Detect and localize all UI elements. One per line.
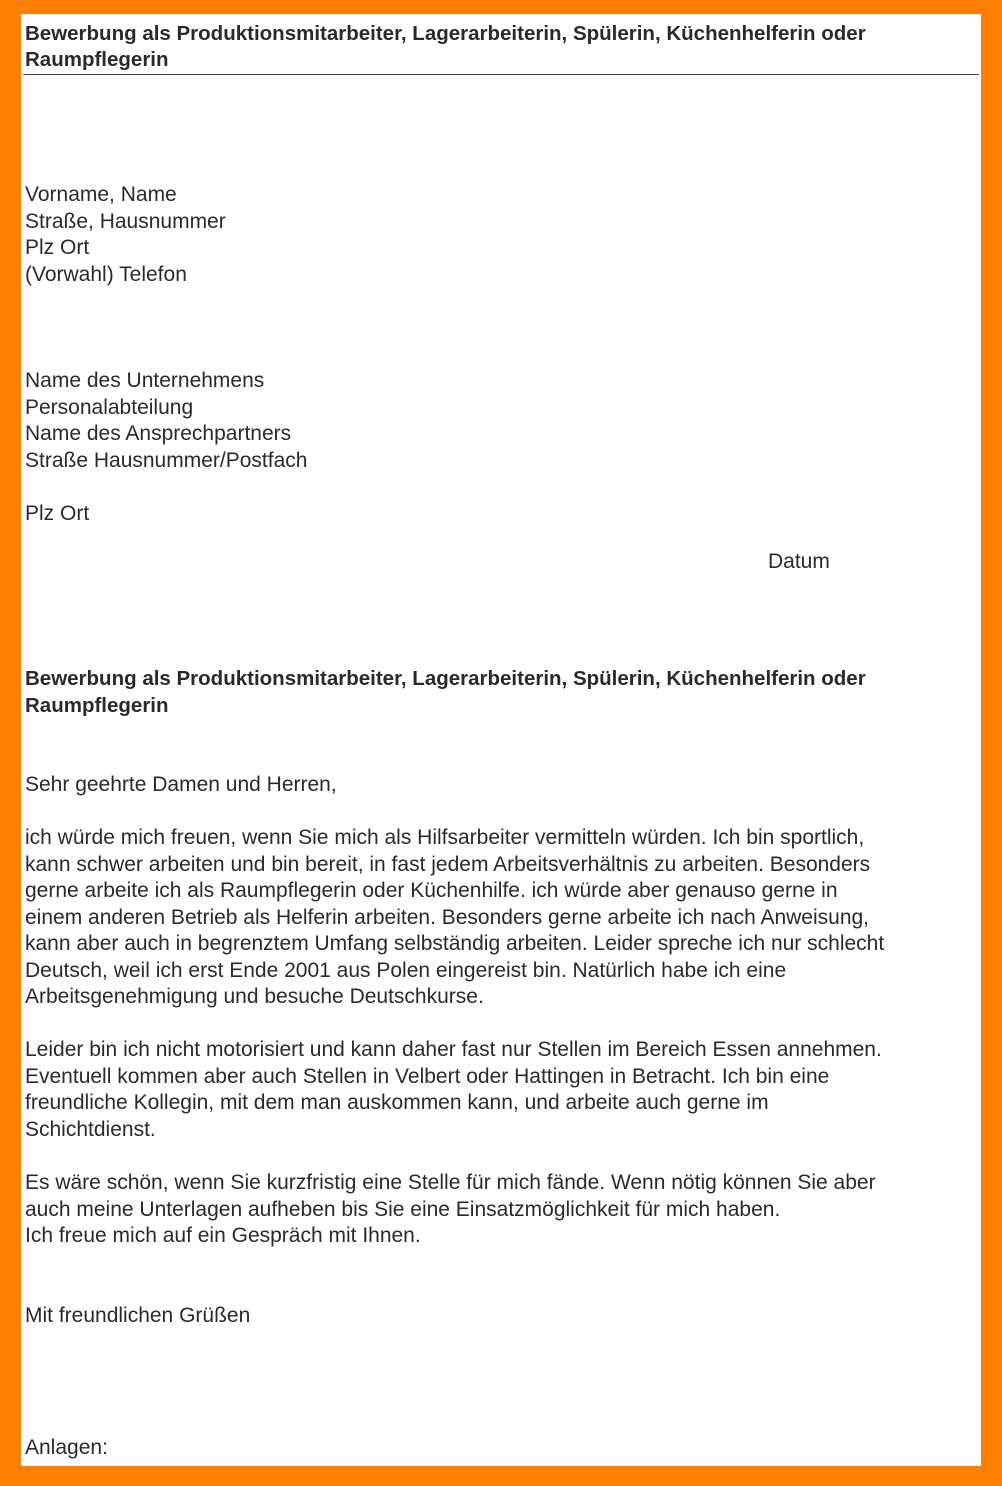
paragraph-line: Schichtdienst.	[25, 1117, 156, 1141]
subject-line2: Raumpflegerin	[25, 693, 169, 717]
sender-name: Vorname, Name	[25, 183, 177, 206]
paragraph-line: Ich freue mich auf ein Gespräch mit Ihnen.	[25, 1224, 421, 1247]
sender-street: Straße, Hausnummer	[25, 209, 226, 233]
paragraph-line: ich würde mich freuen, wenn Sie mich als Hilfsarbeiter vermitteln würden. Ich bin sportlich,	[25, 826, 865, 849]
paragraph-line: kann aber auch in begrenztem Umfang selbständig arbeiten. Leider spreche ich nur schlecht	[25, 932, 885, 955]
attachments-label: Anlagen:	[25, 1436, 108, 1459]
paragraph-line: auch meine Unterlagen aufheben bis Sie eine Einsatzmöglichkeit für mich haben.	[25, 1197, 781, 1221]
sender-phone: (Vorwahl) Telefon	[25, 262, 187, 286]
body-paragraph-3	[25, 1170, 876, 1250]
paragraph-line: Es wäre schön, wenn Sie kurzfristig eine Stelle für mich fände. Wenn nötig können Sie aber	[25, 1171, 876, 1194]
paragraph-line: Deutsch, weil ich erst Ende 2001 aus Polen eingereist bin. Natürlich habe ich eine	[25, 958, 787, 982]
header-title-line2: Raumpflegerin	[25, 48, 169, 71]
header-divider	[23, 74, 979, 75]
paragraph-line: kann schwer arbeiten und bin bereit, in fast jedem Arbeitsverhältnis zu arbeiten. Besonders	[25, 852, 871, 876]
paragraph-line: einem anderen Betrieb als Helferin arbeiten. Besonders gerne arbeite ich nach Anweisung,	[25, 905, 870, 929]
recipient-department: Personalabteilung	[25, 395, 194, 419]
body-paragraph-1	[25, 825, 884, 1011]
recipient-street: Straße Hausnummer/Postfach	[25, 448, 308, 472]
paragraph-line: Arbeitsgenehmigung und besuche Deutschkurse.	[25, 985, 484, 1008]
letter-page	[21, 14, 981, 1466]
salutation: Sehr geehrte Damen und Herren,	[25, 773, 337, 796]
recipient-contact: Name des Ansprechpartners	[25, 422, 292, 445]
recipient-city: Plz Ort	[25, 501, 90, 525]
header-title-line1: Bewerbung als Produktionsmitarbeiter, Lagerarbeiterin, Spülerin, Küchenhelferin oder	[25, 22, 866, 45]
subject-line1: Bewerbung als Produktionsmitarbeiter, Lagerarbeiterin, Spülerin, Küchenhelferin oder	[25, 667, 866, 690]
date-label: Datum	[768, 550, 830, 573]
sender-city: Plz Ort	[25, 236, 90, 259]
paragraph-line: gerne arbeite ich als Raumpflegerin oder Küchenhilfe. ich würde aber genauso gerne in	[25, 879, 838, 902]
recipient-company: Name des Unternehmens	[25, 369, 265, 392]
paragraph-line: Eventuell kommen aber auch Stellen in Velbert oder Hattingen in Betracht. Ich bin eine	[25, 1064, 830, 1088]
paragraph-line: Leider bin ich nicht motorisiert und kann daher fast nur Stellen im Bereich Essen annehmen.	[25, 1038, 882, 1061]
paragraph-line: freundliche Kollegin, mit dem man auskommen kann, und arbeite auch gerne im	[25, 1091, 769, 1114]
body-paragraph-2	[25, 1037, 882, 1143]
closing: Mit freundlichen Grüßen	[25, 1304, 251, 1327]
